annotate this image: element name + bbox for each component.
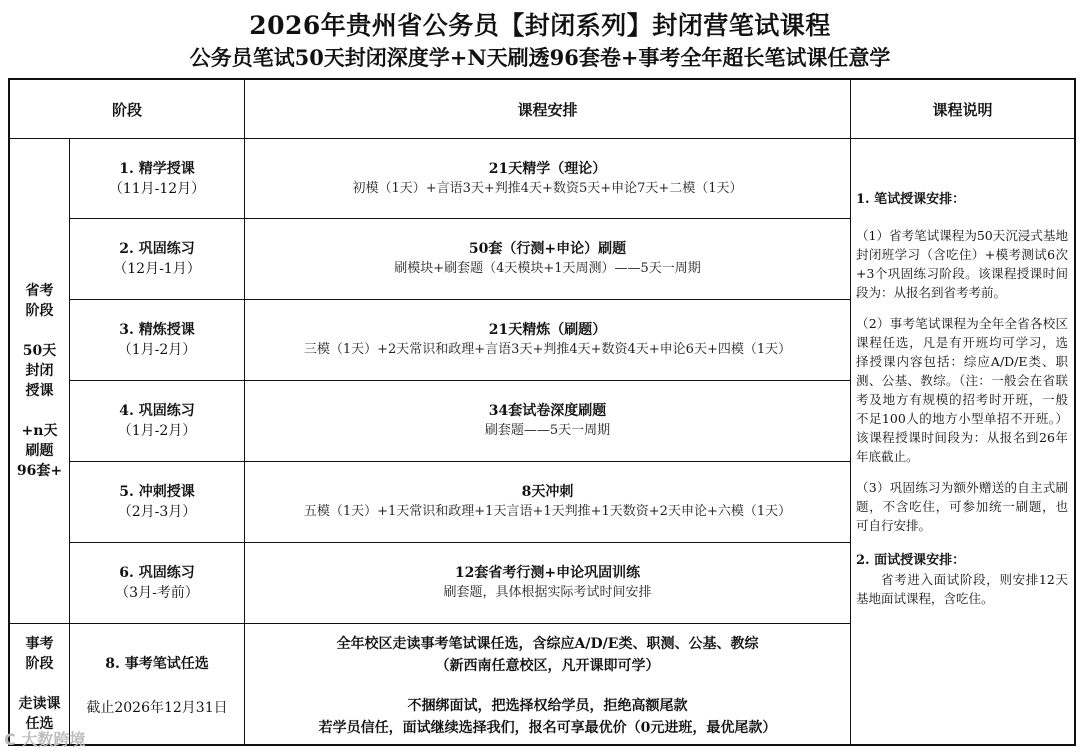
province-stage-line: 50天 <box>22 343 57 359</box>
row8-name: 8. 事考笔试任选 <box>105 656 209 672</box>
row8-line1: 全年校区走读事考笔试课任选，含综应A/D/E类、职测、公基、教综 <box>336 636 759 652</box>
stage-name: 6. 巩固练习 <box>119 565 195 581</box>
page-title: 2026年贵州省公务员【封闭系列】封闭营笔试课程 <box>249 11 831 40</box>
schedule-cell <box>245 381 850 461</box>
stage-name: 5. 冲刺授课 <box>119 484 195 500</box>
province-stage-line <box>17 401 62 421</box>
stage-cell <box>70 543 244 623</box>
schedule-cell <box>245 219 850 299</box>
province-stage-line: 授课 <box>25 383 54 399</box>
header-schedule: 课程安排 <box>517 100 578 119</box>
schedule-title: 21天精炼（刷题） <box>488 322 607 338</box>
schedule-title: 50套（行测+申论）刷题 <box>468 241 627 257</box>
schedule-cell <box>245 300 850 380</box>
career-stage-label <box>10 624 69 744</box>
notes-cell <box>856 190 1068 740</box>
stage-name: 4. 巩固练习 <box>119 403 195 419</box>
header-notes: 课程说明 <box>932 100 993 119</box>
schedule-cell <box>245 139 850 218</box>
schedule-detail: 三模（1天）+2天常识和政理+言语3天+判推4天+数资4天+申论6天+四模（1天） <box>303 342 792 357</box>
stage-date: （1月-2月） <box>117 342 197 358</box>
career-stage-line: 走读课 <box>18 696 61 712</box>
province-stage-line: 省考 <box>25 283 54 299</box>
stage-cell <box>70 219 244 299</box>
province-stage-label <box>10 139 69 623</box>
province-stage-line: 刷题 <box>25 443 54 459</box>
schedule-cell <box>245 462 850 542</box>
province-stage-line: 96套+ <box>16 463 63 479</box>
notes-para-3: （3）巩固练习为额外赠送的自主式刷题，不含吃住，可参加统一刷题，也可自行安排。 <box>856 480 1068 533</box>
schedule-detail: 刷套题，具体根据实际考试时间安排 <box>443 585 652 600</box>
notes-heading-interview: 2. 面试授课安排： <box>856 553 966 568</box>
career-stage-line: 事考 <box>25 636 54 652</box>
province-stage-line <box>17 321 62 341</box>
schedule-title: 8天冲刺 <box>521 484 574 500</box>
watermark-logo: C 大数跨境 <box>4 730 86 749</box>
notes-para-2: （2）事考笔试课程为全年全省各校区课程任选，凡是有开班均可学习，选择授课内容包括：综应A/D/E类、职测、公基、教综。（注：一般会在省联考及地方有规模的招考时开班，一般不足100人的地方小型单招不开班。）该课程授课时间段为：从报名到26年年底截止。 <box>856 316 1068 464</box>
schedule-title: 21天精学（理论） <box>488 160 607 177</box>
row8-stage-cell <box>70 624 244 744</box>
stage-name: 2. 巩固练习 <box>119 241 195 257</box>
stage-cell <box>70 462 244 542</box>
province-stage-line: 阶段 <box>25 303 54 319</box>
row8-schedule-cell <box>245 624 850 744</box>
stage-cell <box>70 139 244 218</box>
stage-cell <box>70 381 244 461</box>
career-stage-line: 阶段 <box>25 656 54 672</box>
notes-heading-written: 1. 笔试授课安排： <box>856 192 966 207</box>
course-table <box>8 78 1076 746</box>
stage-date: （2月-3月） <box>117 504 197 520</box>
row8-line4: 若学员信任，面试继续选择我们，报名可享最优价（0元进班，最优尾款） <box>318 720 777 736</box>
province-stage-line: 封闭 <box>25 363 54 379</box>
stage-name: 1. 精学授课 <box>119 160 195 177</box>
row8-line2: （新西南任意校区，凡开课即可学） <box>435 658 660 674</box>
schedule-detail: 五模（1天）+1天常识和政理+1天言语+1天判推+1天数资+2天申论+六模（1天） <box>303 504 792 519</box>
career-stage-line <box>19 674 61 694</box>
notes-para-1: （1）省考笔试课程为50天沉浸式基地封闭班学习（含吃住）+模考测试6次+3个巩固练习阶段。该课程授课时间段为：从报名到省考考前。 <box>856 228 1068 300</box>
province-stage-line: +n天 <box>21 423 58 439</box>
row8-date: 截止2026年12月31日 <box>86 700 228 716</box>
stage-date: （12月-1月） <box>113 261 201 277</box>
stage-date: （1月-2月） <box>117 423 197 439</box>
stage-cell <box>70 300 244 380</box>
schedule-title: 12套省考行测+申论巩固训练 <box>454 565 641 581</box>
schedule-cell <box>245 543 850 623</box>
stage-date: （11月-12月） <box>108 180 206 197</box>
career-stage-line: 任选 <box>25 716 54 732</box>
schedule-detail: 刷套题——5天一周期 <box>484 423 611 438</box>
row8-line3: 不捆绑面试，把选择权给学员，拒绝高额尾款 <box>407 698 688 714</box>
schedule-title: 34套试卷深度刷题 <box>488 403 607 419</box>
page-subtitle: 公务员笔试50天封闭深度学+N天刷透96套卷+事考全年超长笔试课任意学 <box>189 45 891 70</box>
header-stage: 阶段 <box>111 100 142 119</box>
notes-para-4: 省考进入面试阶段，则安排12天基地面试课程，含吃住。 <box>856 572 1068 606</box>
schedule-detail: 初模（1天）+言语3天+判推4天+数资5天+申论7天+二模（1天） <box>352 180 743 196</box>
stage-name: 3. 精炼授课 <box>119 322 195 338</box>
stage-date: （3月-考前） <box>115 585 199 601</box>
schedule-detail: 刷模块+刷套题（4天模块+1天周测）——5天一周期 <box>394 261 701 276</box>
